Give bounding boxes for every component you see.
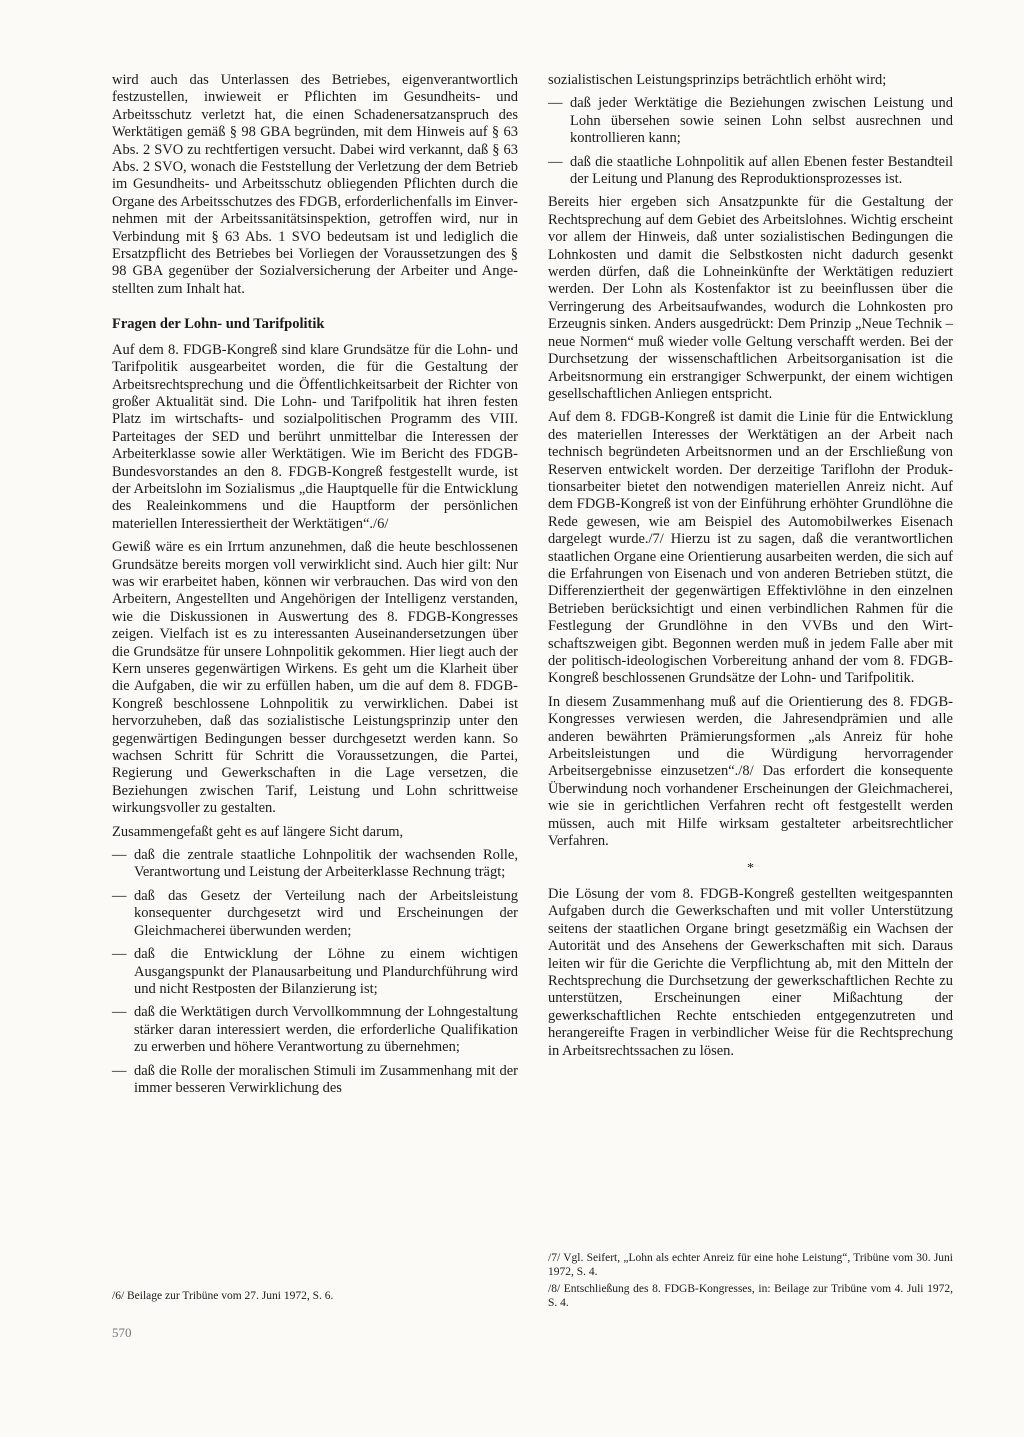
list-item: — daß jeder Werktätige die Beziehungen zwischen Leistung und Lohn übersehen sowie seinen Lohn selbst ausrechnen und kontrollieren kann;: [548, 95, 953, 147]
list-item: — daß das Gesetz der Verteilung nach der Arbeitsleistung konsequenter durchgesetzt wird und Erscheinungen der Gleichmacherei überwunden werden;: [112, 888, 518, 940]
footnote: /6/ Beilage zur Tribüne vom 27. Juni 1972, S. 6.: [112, 1290, 334, 1302]
right-column: [548, 72, 953, 1066]
list-item: — daß die staatliche Lohnpolitik auf allen Ebenen fester Bestandteil der Leitung und Planung des Reproduktionsprozesses ist.: [548, 154, 953, 189]
paragraph: wird auch das Unterlassen des Betriebes, eigenverantwortlich festzustellen, inwieweit er Pflichten im Gesundheits- und Arbeitsschutz verletzt hat, die einen Schadenersatzanspruch des Werktätigen gemäß § 98 GBA begründen, mit dem Hinweis auf § 63 Abs. 2 SVO zu rechtfertigen versucht. Dabei wird verkannt, daß § 63 Abs. 2 SVO, wonach die Feststellung der Verletzung der dem Betrieb im Gesundheits- und Arbeitsschutz obliegenden Pflichten durch die Organe des Arbeitsschutzes des FDGB, erforderlichenfalls im Einvernehmen mit der Arbeitssanitätsinspektion, getroffen wird, nur in Verbindung mit § 63 Abs. 1 SVO bedeutsam ist und lediglich die Ersatzpflicht des Betriebes bei Vorliegen der Voraussetzungen des § 98 GBA gegenüber der Sozialversicherung der Arbeiter und Angestellten zum Inhalt hat.: [112, 72, 518, 297]
footnote: /8/ Entschließung des 8. FDGB-Kongresses, in: Beilage zur Tribüne vom 4. Juli 1972, S. 4.: [548, 1283, 953, 1309]
list-item: — daß die zentrale staatliche Lohnpolitik der wachsenden Rolle, Verantwortung und Leistung der Arbeiterklasse Rechnung trägt;: [112, 847, 518, 882]
list-item-continuation: sozialistischen Leistungsprinzips beträchtlich erhöht wird;: [548, 72, 887, 88]
page-number: 570: [112, 1325, 132, 1340]
section-separator: *: [747, 861, 754, 877]
footnotes-right: [548, 1252, 953, 1314]
paragraph: Auf dem 8. FDGB-Kongreß sind klare Grundsätze für die Lohn- und Tarifpolitik ausgearbeitet worden, die für die Gestaltung der Arbeitsrechtsprechung und die Öffentlichkeitsarbeit der Richter von großer Aktualität sind. Die Lohn- und Tarifpolitik hat ihren festen Platz im wirtschafts- und sozialpolitischen Programm des VIII. Parteitages der SED und berührt unmittelbar die Interessen der Arbeiterklasse sowie aller Werktätigen. Wie im Bericht des FDGB-Bundesvorstandes an den 8. FDGB-Kongreß festgestellt wurde, ist der Arbeitslohn im Sozialismus „die Hauptquelle für die Entwicklung des Realeinkommens und die Hauptform der persönlichen materiellen Interessiertheit der Werktätigen“./6/: [112, 341, 518, 532]
dash-list: [548, 95, 953, 188]
paragraph: Die Lösung der vom 8. FDGB-Kongreß gestellten weitgespannten Aufgaben durch die Gewerkschaften und mit voller Unterstützung seitens der staatlichen Organe bringt gesetzmäßig ein Wachsen der Autorität und des Ansehens der Gewerkschaften mit sich. Daraus leiten wir für die Gerichte die Verpflichtung ab, mit den Mitteln der Rechtsprechung die Durchsetzung der gewerkschaftlichen Rechte zu unterstützen, Erscheinungen einer Mißachtung der gewerkschaftlichen Rechte entschieden entgegenzutreten und herangereifte Fragen in verbindlicher Weise für die Rechtsprechung in Arbeitsrechtssachen zu lösen.: [548, 885, 953, 1059]
footnotes-left: [112, 1290, 518, 1308]
paragraph: Zusammengefaßt geht es auf längere Sicht darum,: [112, 823, 404, 840]
paragraph: Gewiß wäre es ein Irrtum anzunehmen, daß die heute beschlossenen Grundsätze bereits morgen voll verwirklicht sind. Auch hier gilt: Nur was wir erarbeitet haben, können wir verbrauchen. Das wird von den Arbeitern, Angestellten und Angehörigen der Intelligenz verstanden, wie die Diskussionen in Auswertung des 8. FDGB-Kongresses zeigen. Vielfach ist es zu interessanten Auseinandersetzungen über die Grundsätze für unsere Lohnpolitik gekommen. Hier liegt auch der Kern unseres gegenwärtigen Wirkens. Es geht um die Klarheit über die Aufgaben, die wir zu erfüllen haben, um die auf dem 8. FDGB-Kongreß beschlossene Lohnpolitik zu verwirklichen. Dabei ist hervorzuheben, daß das sozialistische Leistungsprinzip unter den gegenwärtigen Bedingungen besser durchgesetzt werden kann. So wachsen Schritt für Schritt die Voraussetzungen, die Partei, Regierung und Gewerkschaften in die Lage versetzen, die Beziehungen zwischen Tarif, Leistung und Lohn schrittweise wirkungsvoller zu gestalten.: [112, 539, 518, 817]
left-column: [112, 72, 518, 1103]
list-item: — daß die Entwicklung der Löhne zu einem wichtigen Ausgangspunkt der Planausarbeitung und Plandurchführung wird und nicht Restposten der Bilanzierung ist;: [112, 946, 518, 998]
paragraph: Auf dem 8. FDGB-Kongreß ist damit die Linie für die Entwicklung des materiellen Interesses der Werktätigen an der Arbeit nach technisch begründeten Arbeitsnormen und an der Erschließung von Reserven entwickelt worden. Der derzeitige Tariflohn der Produktionsarbeiter bietet den notwendigen materiellen Anreiz nicht. Auf dem FDGB-Kongreß ist von der Einführung erhöhter Grundlöhne die Rede gewesen, wie am Beispiel des Automobilwerkes Eisenach dargelegt wurde./7/ Hierzu ist zu sagen, daß die verantwortlichen staatlichen Organe eine Orientierung ausarbeiten werden, die sich auf die Erfahrungen von Eisenach und von anderen Betrieben stützt, die Differenziertheit der gegenwärtigen Effektivlöhne in den einzelnen Betrieben berücksichtigt und einen verbindlichen Rahmen für die Festlegung der Grundlöhne in den VVBs und den Wirtschaftszweigen gibt. Begonnen werden muß in jedem Falle aber mit der politisch-ideologischen Vorbereitung anhand der vom 8. FDGB-Kongreß beschlossenen Grundsätze der Lohn- und Tarifpolitik.: [548, 409, 953, 687]
paragraph: In diesem Zusammenhang muß auf die Orientierung des 8. FDGB-Kongresses verwiesen werden, die Jahresendprämien und alle anderen bewährten Prämierungsformen „als Anreiz für hohe Arbeitsleistungen und die Würdigung hervorragender Arbeitsergebnisse einzusetzen“./8/ Das erfordert die konsequente Überwindung noch vorhandener Erscheinungen der Gleichmacherei, wie sie in gerichtlichen Verfahren recht oft festgestellt werden müssen, auch mit Hilfe wirksam gestalteter arbeitsrechtlicher Verfahren.: [548, 693, 953, 850]
footnote: /7/ Vgl. Seifert, „Lohn als echter Anreiz für eine hohe Leistung“, Tribüne vom 30. Juni 1972, S. 4.: [548, 1252, 953, 1278]
list-item: — daß die Werktätigen durch Vervollkommnung der Lohngestaltung stärker daran interessiert werden, die erforderliche Qualifikation zu erwerben und höhere Verantwortung zu übernehmen;: [112, 1004, 518, 1056]
section-heading: Fragen der Lohn- und Tarifpolitik: [112, 316, 325, 333]
list-item: — daß die Rolle der moralischen Stimuli im Zusammenhang mit der immer besseren Verwirklichung des: [112, 1063, 518, 1098]
paragraph: Bereits hier ergeben sich Ansatzpunkte für die Gestaltung der Rechtsprechung auf dem Gebiet des Arbeitslohnes. Wichtig erscheint vor allem der Hinweis, daß unter sozialistischen Bedingungen die Lohnkosten und damit die Selbstkosten nicht dadurch gesenkt werden dürfen, daß die Lohneinkünfte der Werktätigen reduziert werden. Der Lohn als Kostenfaktor ist zu beeinflussen über die Verringerung des Arbeitsaufwandes, wodurch die Lohnkosten pro Erzeugnis sinken. Anders ausgedrückt: Dem Prinzip „Neue Technik – neue Normen“ muß wieder volle Geltung verschafft werden. Bei der Durchsetzung der wissenschaftlichen Arbeitsorganisation ist die Arbeitsnormung ein erstrangiger Schwerpunkt, der einem wichtigen gesellschaftlichen Anliegen entspricht.: [548, 194, 953, 402]
dash-list: [112, 847, 518, 1097]
